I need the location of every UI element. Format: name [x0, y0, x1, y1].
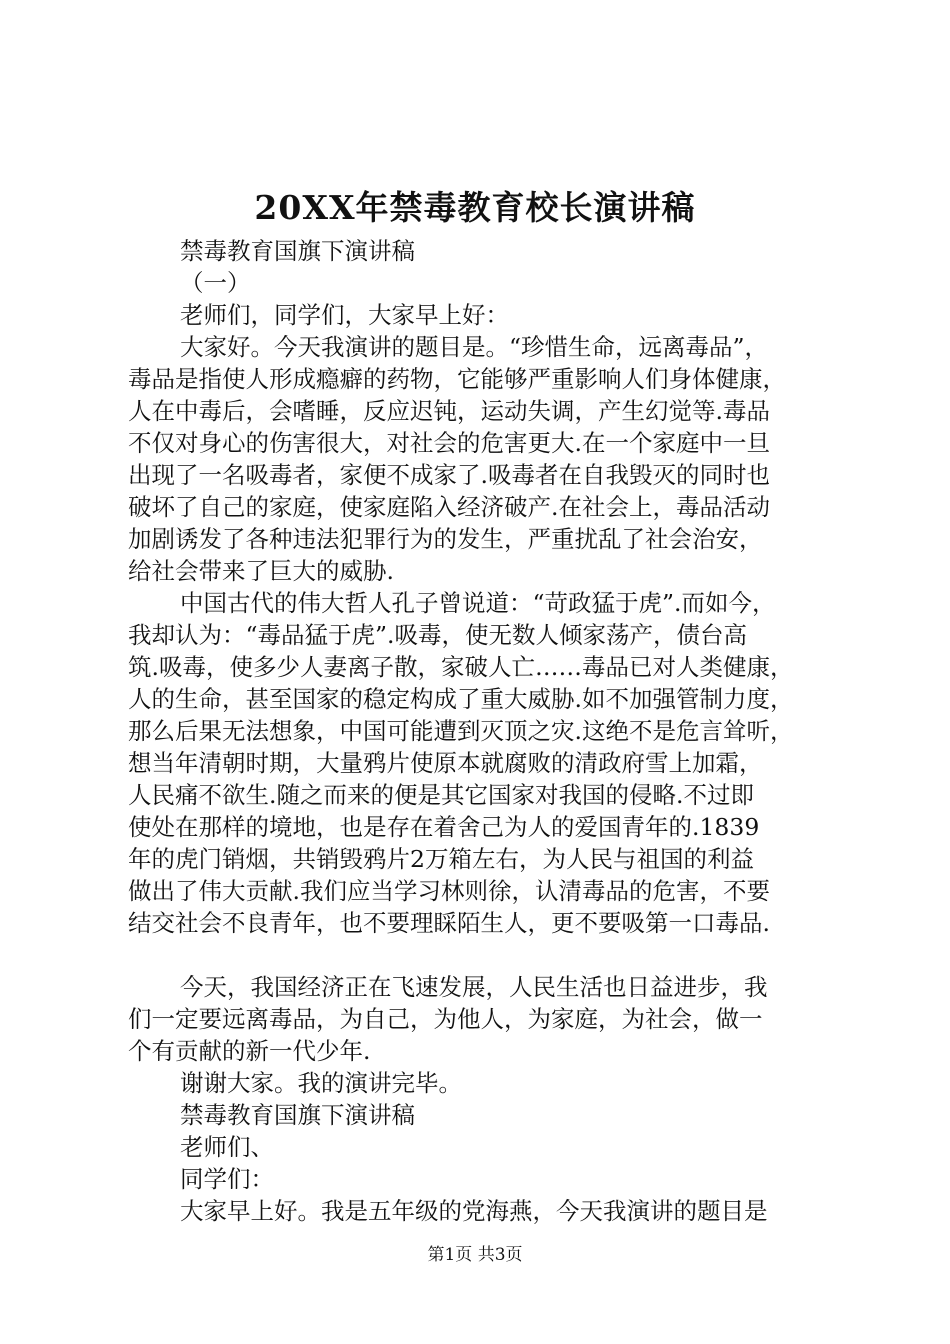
subtitle-line: 禁毒教育国旗下演讲稿: [180, 237, 415, 265]
paragraph-line: 大家好。今天我演讲的题目是。“珍惜生命，远离毒品”，: [180, 333, 769, 361]
section-number: （一）: [180, 269, 251, 297]
greeting-line: 同学们：: [180, 1165, 274, 1193]
paragraph-line: 不仅对身心的伤害很大，对社会的危害更大.在一个家庭中一旦: [128, 429, 770, 457]
paragraph-line: 人在中毒后，会嗜睡，反应迟钝，运动失调，产生幻觉等.毒品: [128, 397, 770, 425]
paragraph-line: 想当年清朝时期，大量鸦片使原本就腐败的清政府雪上加霜，: [128, 749, 763, 777]
paragraph-line: 们一定要远离毒品，为自己，为他人，为家庭，为社会，做一: [128, 1005, 763, 1033]
paragraph-line: 毒品是指使人形成瘾癖的药物，它能够严重影响人们身体健康，: [128, 365, 786, 393]
subtitle-line: 禁毒教育国旗下演讲稿: [180, 1101, 415, 1129]
document-body: [128, 235, 840, 1227]
document-title: 20XX年禁毒教育校长演讲稿: [254, 188, 696, 227]
closing-line: 谢谢大家。我的演讲完毕。: [180, 1069, 462, 1097]
greeting-line: 老师们、: [180, 1133, 274, 1161]
paragraph-line: 破坏了自己的家庭，使家庭陷入经济破产.在社会上，毒品活动: [128, 493, 770, 521]
paragraph-line: 给社会带来了巨大的威胁.: [128, 557, 394, 585]
paragraph-gap: [128, 939, 840, 971]
paragraph-line: 筑.吸毒，使多少人妻离子散，家破人亡……毒品已对人类健康，: [128, 653, 794, 681]
paragraph-line: 个有贡献的新一代少年.: [128, 1037, 371, 1065]
paragraph-line: 今天，我国经济正在飞速发展，人民生活也日益进步，我: [180, 973, 768, 1001]
paragraph-line: 人的生命，甚至国家的稳定构成了重大威胁.如不加强管制力度，: [128, 685, 794, 713]
paragraph-line: 人民痛不欲生.随之而来的便是其它国家对我国的侵略.不过即: [128, 781, 754, 809]
paragraph-line: 中国古代的伟大哲人孔子曾说道：“苛政猛于虎”.而如今，: [180, 589, 776, 617]
paragraph-line: 做出了伟大贡献.我们应当学习林则徐，认清毒品的危害，不要: [128, 877, 770, 905]
paragraph-line: 加剧诱发了各种违法犯罪行为的发生，严重扰乱了社会治安，: [128, 525, 763, 553]
greeting-line: 老师们，同学们，大家早上好：: [180, 301, 509, 329]
page-number-footer: 第1页 共3页: [427, 1245, 523, 1265]
paragraph-line: 使处在那样的境地，也是存在着舍己为人的爱国青年的.1839: [128, 813, 760, 841]
paragraph-line: 大家早上好。我是五年级的党海燕，今天我演讲的题目是: [180, 1197, 768, 1225]
paragraph-line: 年的虎门销烟，共销毁鸦片2万箱左右，为人民与祖国的利益: [128, 845, 754, 873]
paragraph-line: 我却认为：“毒品猛于虎”.吸毒，使无数人倾家荡产，债台高: [128, 621, 747, 649]
paragraph-line: 结交社会不良青年，也不要理睬陌生人，更不要吸第一口毒品.: [128, 909, 770, 937]
paragraph-line: 那么后果无法想象，中国可能遭到灭顶之灾.这绝不是危言耸听，: [128, 717, 794, 745]
paragraph-line: 出现了一名吸毒者，家便不成家了.吸毒者在自我毁灭的同时也: [128, 461, 770, 489]
